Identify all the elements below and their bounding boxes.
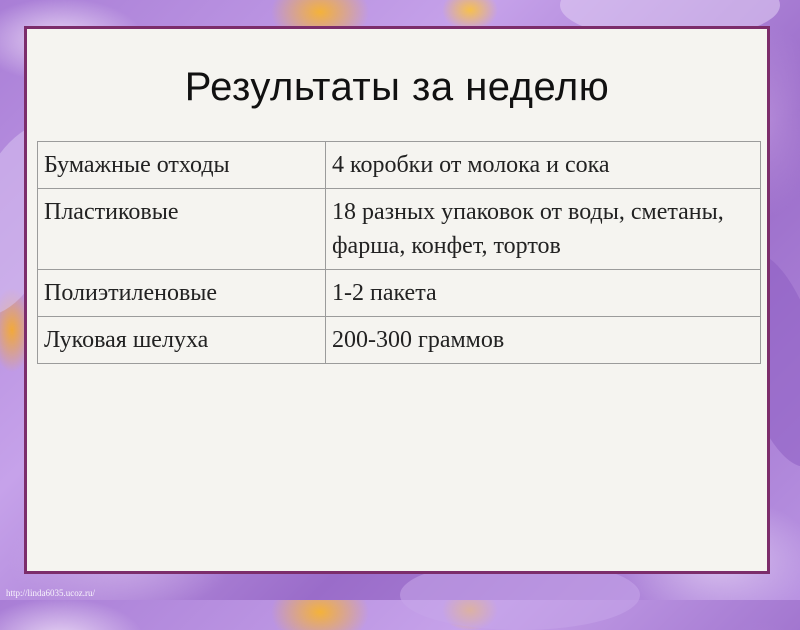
amount-cell: 4 коробки от молока и сока	[326, 142, 761, 189]
table-row	[38, 189, 761, 270]
category-cell: Луковая шелуха	[38, 317, 326, 364]
slide-frame	[24, 26, 770, 574]
results-table	[37, 141, 761, 364]
amount-cell: 1-2 пакета	[326, 270, 761, 317]
amount-cell: 18 разных упаковок от воды, сметаны, фарша, конфет, тортов	[326, 189, 761, 270]
table-row	[38, 270, 761, 317]
table-row	[38, 317, 761, 364]
category-cell: Полиэтиленовые	[38, 270, 326, 317]
category-cell: Бумажные отходы	[38, 142, 326, 189]
slide-title: Результаты за неделю	[184, 65, 610, 109]
source-link[interactable]: http://linda6035.ucoz.ru/	[6, 588, 95, 598]
category-cell: Пластиковые	[38, 189, 326, 270]
amount-cell: 200-300 граммов	[326, 317, 761, 364]
table-row	[38, 142, 761, 189]
